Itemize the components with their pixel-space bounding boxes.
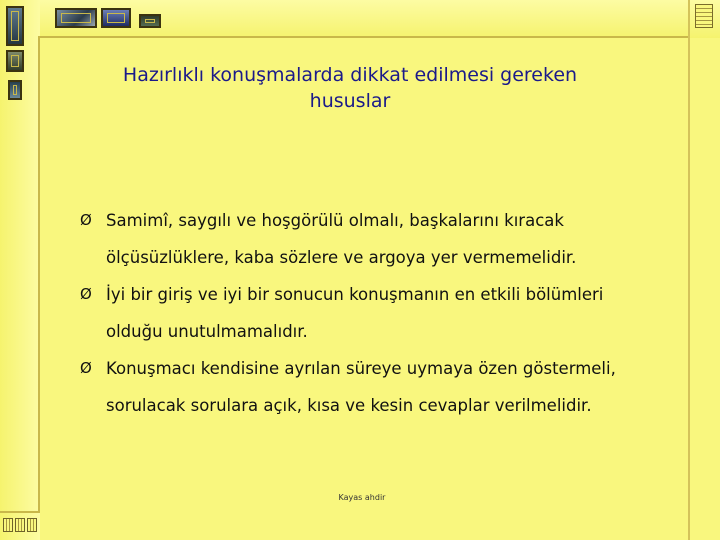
slide-title bbox=[80, 62, 620, 114]
top-frame-divider bbox=[40, 36, 690, 38]
nav-grid-icon[interactable] bbox=[15, 518, 25, 532]
page-stack-icon bbox=[695, 4, 713, 28]
picture-frame-icon bbox=[6, 6, 24, 46]
bullet-item bbox=[80, 276, 680, 350]
arrow-bullet-icon: Ø bbox=[80, 285, 92, 303]
bullet-text-line: ölçüsüzlüklere, kaba sözlere ve argoya yer vermemelidir. bbox=[106, 248, 577, 267]
picture-frame-icon bbox=[101, 8, 131, 28]
nav-grid-icon[interactable] bbox=[27, 518, 37, 532]
bullet-text-line: İyi bir giriş ve iyi bir sonucun konuşmanın en etkili bölümleri bbox=[106, 285, 604, 304]
slide-title-line-1: Hazırlıklı konuşmalarda dikkat edilmesi gereken bbox=[122, 64, 578, 86]
bullet-text-line: Konuşmacı kendisine ayrılan süreye uymaya özen göstermeli, bbox=[106, 359, 616, 378]
picture-frame-icon bbox=[6, 50, 24, 72]
picture-frame-icon bbox=[8, 80, 22, 100]
left-frame-divider bbox=[38, 36, 40, 511]
bullet-text-line: olduğu unutulmamalıdır. bbox=[106, 322, 308, 341]
picture-frame-icon bbox=[139, 14, 161, 28]
slide-title-line-2: hususlar bbox=[309, 90, 391, 112]
bullet-item bbox=[80, 202, 680, 276]
arrow-bullet-icon: Ø bbox=[80, 211, 92, 229]
bullet-list bbox=[80, 202, 680, 424]
nav-grid-icon[interactable] bbox=[3, 518, 13, 532]
right-frame-divider bbox=[688, 0, 690, 540]
picture-frame-icon bbox=[55, 8, 97, 28]
bottom-left-divider bbox=[0, 511, 40, 513]
slide-footer: Kayas ahdir bbox=[338, 493, 386, 502]
bullet-text-line: Samimî, saygılı ve hoşgörülü olmalı, başkalarını kıracak bbox=[106, 211, 564, 230]
arrow-bullet-icon: Ø bbox=[80, 359, 92, 377]
bullet-text-line: sorulacak sorulara açık, kısa ve kesin cevaplar verilmelidir. bbox=[106, 396, 592, 415]
bullet-item bbox=[80, 350, 680, 424]
